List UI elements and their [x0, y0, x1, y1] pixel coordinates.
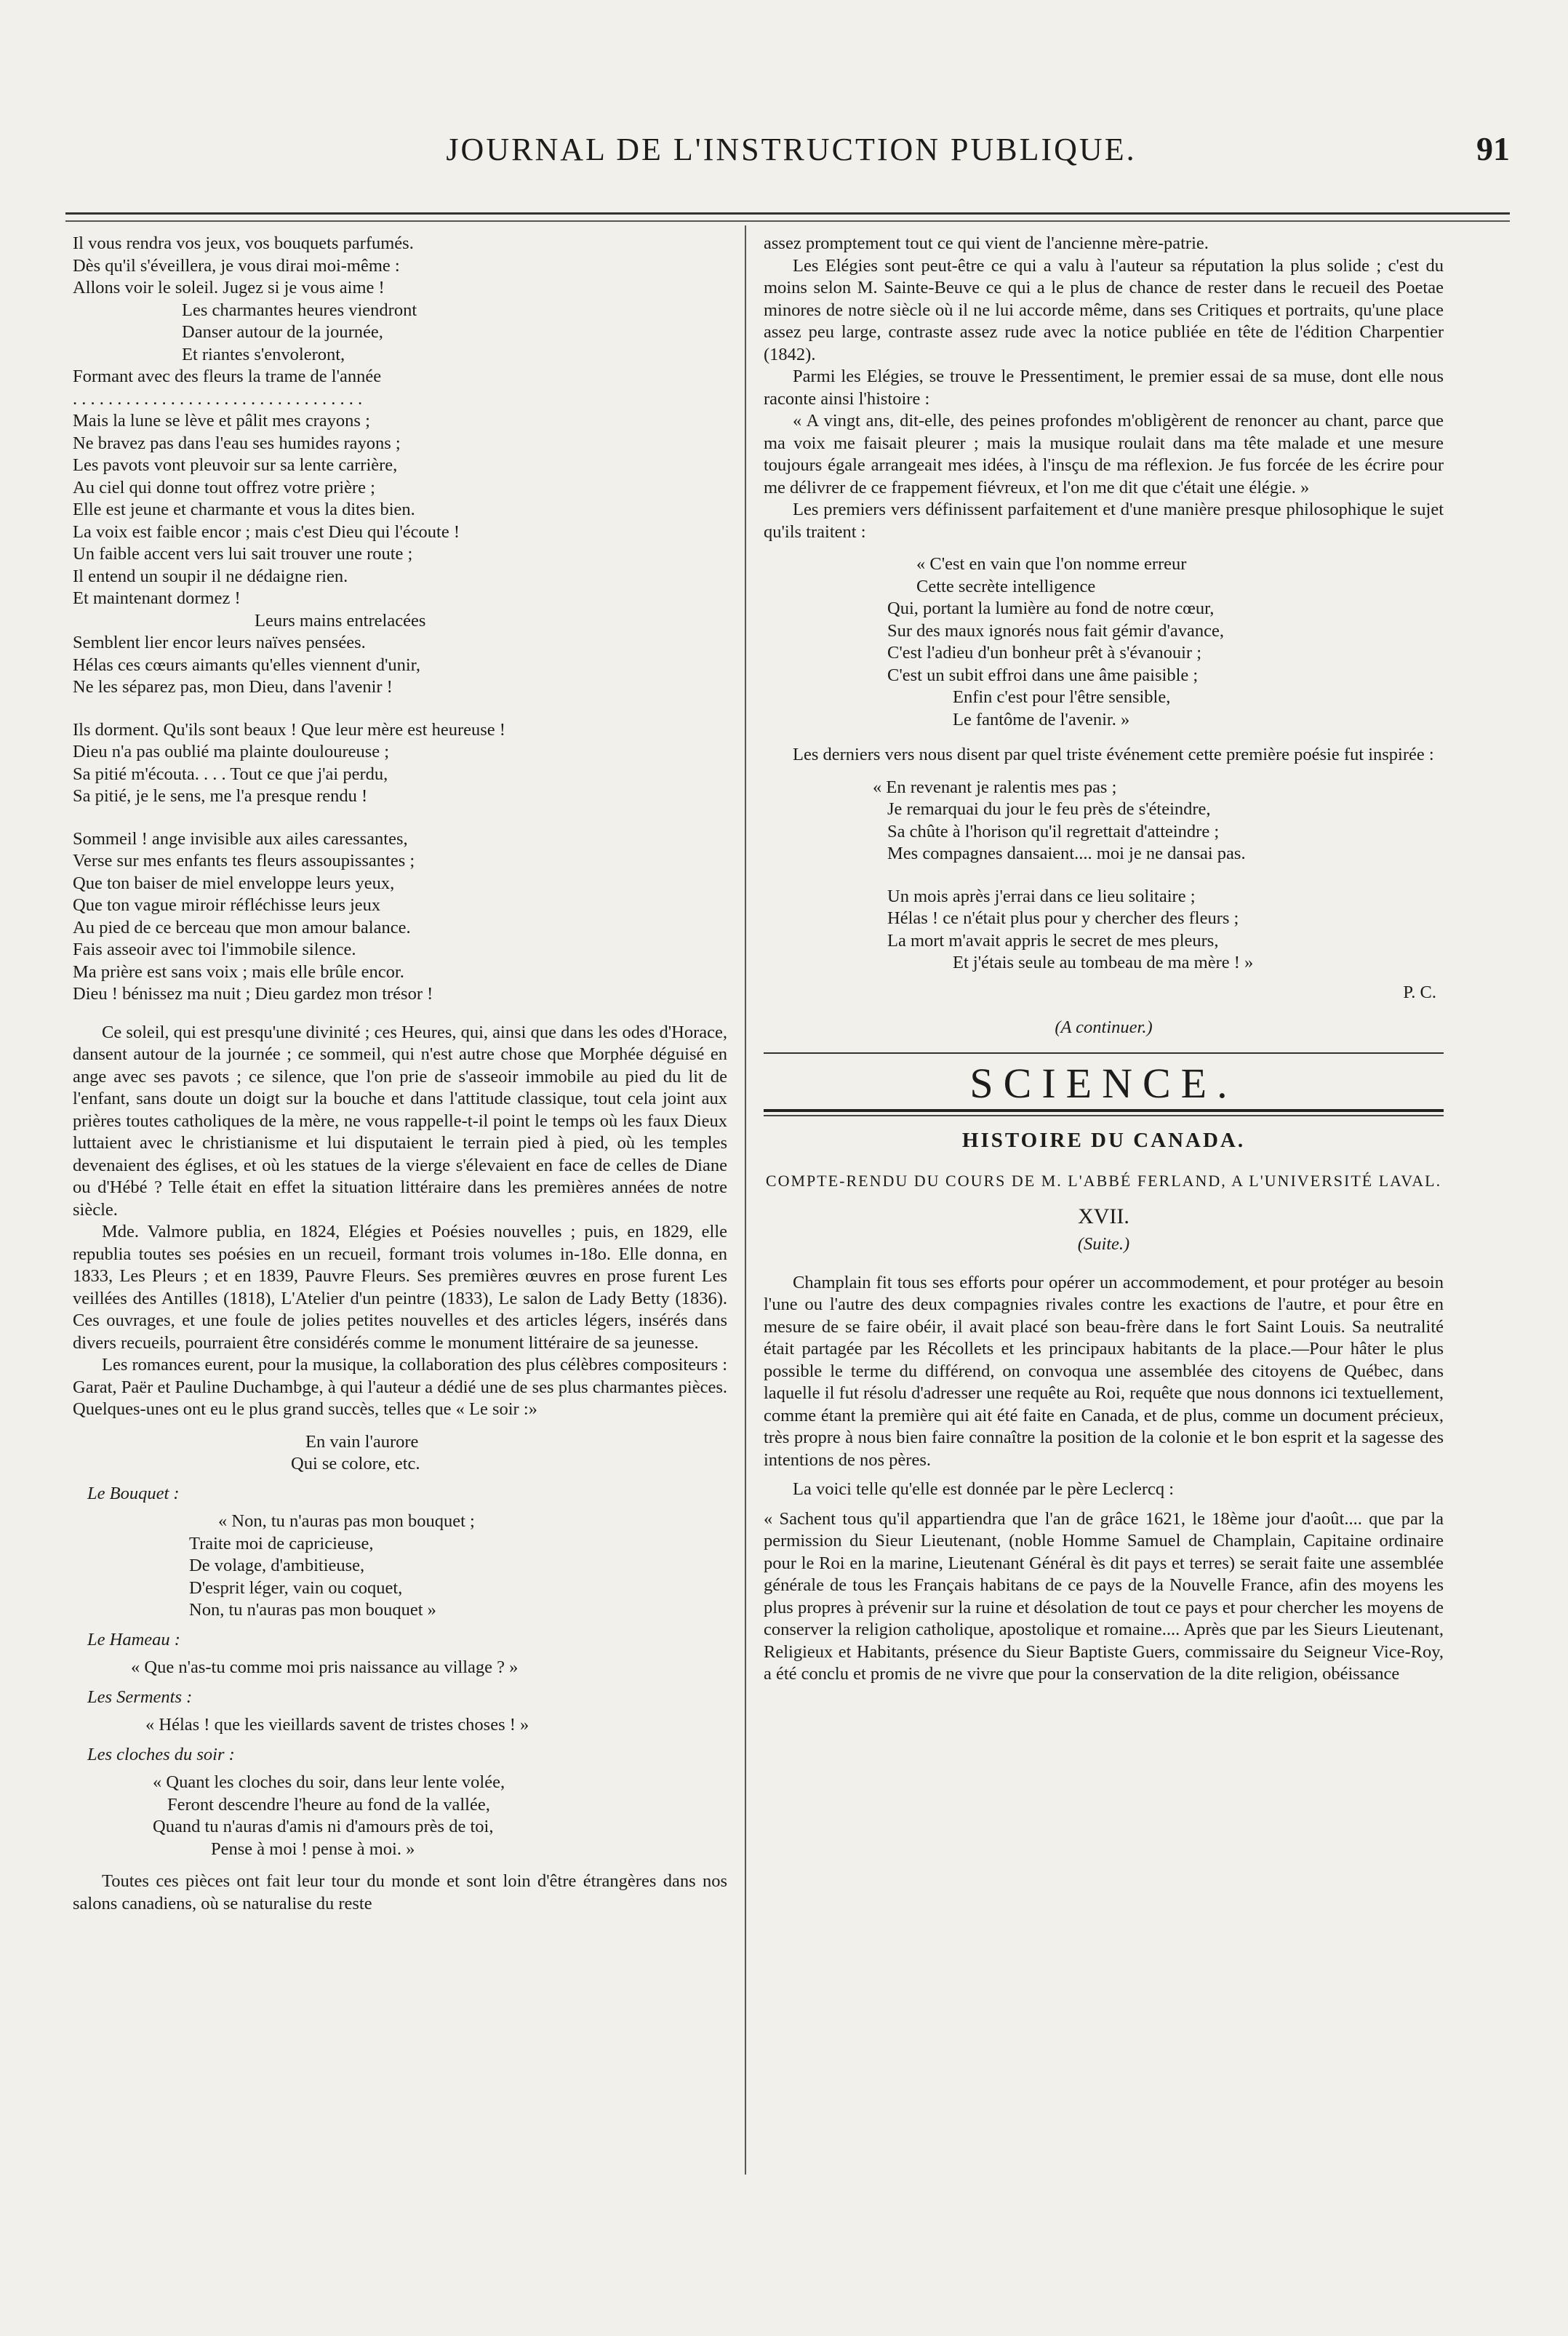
paragraph: Ce soleil, qui est presqu'une divinité ; ces Heures, qui, ainsi que dans les odes d'Horace, dansent autour de la journée ; ce sommeil, qui n'est autre chose que Morphée déguisé en ange avec ses pavots ; ce silence, que l'on prie de s'asseoir immobile au pied du lit de l'enfant, sans doute un doigt sur la bouche et dans l'attitude classique, tout cela joint aux prières toutes catholiques de la mère, ne vous rappelle-t-il point le temps où les faux Dieux luttaient avec le christianisme et lui disputaient le terrain pied à pied, où les temples devenaient des églises, et où les statues de la vierge s'élevaient en face de celles de Diane ou d'Hébé ? Telle était en effet la situation littéraire dans les premières années de notre siècle.	[73, 1022, 728, 1220]
paragraph: Parmi les Elégies, se trouve le Pressentiment, le premier essai de sa muse, dont elle nous raconte ainsi l'histoire :	[764, 367, 1444, 409]
paragraph: Mde. Valmore publia, en 1824, Elégies et Poésies nouvelles ; puis, en 1829, elle republia toutes ses poésies en un recueil, formant trois volumes in-18o. Elle donna, en 1833, Les Pleurs ; et en 1839, Pauvre Fleurs. Ses premières œuvres en prose furent Les veillées des Antilles (1818), L'Atelier d'un peintre (1833), Le salon de Lady Betty (1836). Ces ouvrages, et une foule de jolies petites nouvelles et des articles légers, insérés dans divers recueils, pourraient être considérés comme le monument littéraire de sa jeunesse.	[73, 1222, 727, 1353]
verse-line: Non, tu n'auras pas mon bouquet »	[189, 1600, 436, 1620]
verse-line: Semblent lier encor leurs naïves pensées.	[73, 633, 366, 652]
verse-line: Je remarquai du jour le feu près de s'éteindre,	[887, 799, 1211, 819]
section-heading: SCIENCE.	[969, 1059, 1238, 1107]
verse-line: Un faible accent vers lui sait trouver une route ;	[73, 544, 413, 564]
journal-title: JOURNAL DE L'INSTRUCTION PUBLIQUE.	[446, 132, 1137, 167]
verse-line: « Quant les cloches du soir, dans leur lente volée,	[153, 1772, 505, 1792]
verse-line: D'esprit léger, vain ou coquet,	[189, 1577, 403, 1598]
verse-line: Hélas ces cœurs aimants qu'elles viennent d'unir,	[73, 655, 420, 675]
verse-line: Sa pitié, je le sens, me l'a presque rendu !	[73, 786, 368, 806]
page-header	[65, 124, 1517, 182]
verse-line: « Que n'as-tu comme moi pris naissance au village ? »	[131, 1657, 519, 1677]
continuation-note: (A continuer.)	[1055, 1017, 1153, 1037]
paragraph: La voici telle qu'elle est donnée par le père Leclercq :	[793, 1479, 1175, 1499]
serments-label: Les Serments :	[87, 1687, 193, 1707]
verse-line: Hélas ! ce n'était plus pour y chercher des fleurs ;	[887, 908, 1239, 928]
verse-line: Il vous rendra vos jeux, vos bouquets parfumés.	[73, 233, 414, 253]
verse-line: Au pied de ce berceau que mon amour balance.	[73, 917, 411, 937]
article-title: HISTOIRE DU CANADA.	[961, 1129, 1246, 1152]
header-rule	[65, 212, 1510, 222]
signature: P. C.	[1403, 982, 1436, 1002]
verse-line: Ils dorment. Qu'ils sont beaux ! Que leur mère est heureuse !	[73, 719, 505, 740]
stanza-gap	[73, 808, 727, 828]
poem-sommeil	[73, 233, 727, 1006]
paragraph: Toutes ces pièces ont fait leur tour du monde et sont loin d'être étrangères dans nos salons canadiens, où se naturalise du reste	[73, 1871, 727, 1913]
verse-line: Sur des maux ignorés nous fait gémir d'avance,	[887, 620, 1224, 641]
chapter-number: XVII.	[1078, 1204, 1129, 1228]
verse-line: En vain l'aurore	[305, 1431, 419, 1452]
verse-line: Enfin c'est pour l'être sensible,	[953, 687, 1171, 707]
verse-line: Qui, portant la lumière au fond de notre cœur,	[887, 599, 1215, 618]
verse-line: « En revenant je ralentis mes pas ;	[873, 777, 1117, 797]
paragraph: Les premiers vers définissent parfaitement et d'une manière presque philosophique le sujet qu'ils traitent :	[764, 500, 1444, 542]
verse-line: Verse sur mes enfants tes fleurs assoupissantes ;	[73, 851, 415, 871]
verse-line: C'est un subit effroi dans une âme paisible ;	[887, 665, 1199, 685]
verse-line: Pense à moi ! pense à moi. »	[211, 1839, 415, 1859]
verse-line: Que ton baiser de miel enveloppe leurs yeux,	[73, 873, 395, 893]
poem-pressentiment	[764, 553, 1444, 731]
verse-line: Les pavots vont pleuvoir sur sa lente carrière,	[73, 455, 398, 475]
verse-line: Et j'étais seule au tombeau de ma mère ! »	[953, 953, 1254, 972]
verse-line: Danser autour de la journée,	[182, 322, 383, 342]
verse-line: Il entend un soupir il ne dédaigne rien.	[73, 566, 348, 586]
page-number: 91	[1476, 130, 1510, 167]
verse-line: Ma prière est sans voix ; mais elle brûle encor.	[73, 961, 404, 982]
column-divider	[745, 225, 746, 2175]
verse-line: Dieu n'a pas oublié ma plainte douloureuse ;	[73, 742, 390, 761]
paragraph: assez promptement tout ce qui vient de l'ancienne mère-patrie.	[764, 233, 1209, 253]
hameau-label: Le Hameau :	[87, 1629, 180, 1649]
suite-label: (Suite.)	[1077, 1234, 1130, 1254]
verse-line: « C'est en vain que l'on nomme erreur	[916, 554, 1187, 574]
verse-line: Sommeil ! ange invisible aux ailes caressantes,	[73, 828, 408, 849]
verse-line: Mes compagnes dansaient.... moi je ne dansai pas.	[887, 844, 1246, 863]
verse-line: Quand tu n'auras d'amis ni d'amours près de toi,	[153, 1817, 494, 1836]
verse-line: Le fantôme de l'avenir. »	[953, 709, 1130, 729]
verse-line: Leurs mains entrelacées	[255, 610, 426, 631]
verse-line: Et riantes s'envoleront,	[182, 344, 345, 364]
verse-line: « Hélas ! que les vieillards savent de tristes choses ! »	[145, 1715, 529, 1735]
paragraph: « A vingt ans, dit-elle, des peines profondes m'obligèrent de renoncer au chant, parce que ma voix me faisait pleurer ; mais la musique roulait dans ma tête malade et une mesure toujours égale arrangeait mes idées, à l'insçu de ma réflexion. Je fus forcée de les écrire pour me délivrer de ce frappement fiévreux, et l'on me dit que c'était une élégie. »	[764, 411, 1444, 497]
paragraph: Les Elégies sont peut-être ce qui a valu à l'auteur sa réputation la plus solide ; c'est du moins selon M. Sainte-Beuve ce qui a le plus de chance de rester dans le recueil des Poetae minores de notre siècle où il ne lui accorde même, dans ses Critiques et portraits, qu'une place assez peu large, contraste assez rude avec la notice publiée en tête de l'édition Charpentier (1842).	[764, 255, 1444, 364]
paragraph: Les derniers vers nous disent par quel triste événement cette première poésie fut inspirée :	[793, 745, 1434, 764]
verse-line: De volage, d'ambitieuse,	[189, 1556, 365, 1575]
verse-line: Feront descendre l'heure au fond de la vallée,	[167, 1794, 490, 1815]
verse-line: « Non, tu n'auras pas mon bouquet ;	[218, 1511, 475, 1531]
paragraph: Les romances eurent, pour la musique, la collaboration des plus célèbres compositeurs : Garat, Paër et Pauline Duchambge, à qui l'auteur a dédié une de ses plus charmantes pièces. Quelques-unes ont eu le plus grand succès, telles que « Le soir :»	[73, 1355, 727, 1419]
cloches-label: Les cloches du soir :	[87, 1744, 235, 1764]
article-subtitle: COMPTE-RENDU DU COURS DE M. L'ABBÉ FERLAND, A L'UNIVERSITÉ LAVAL.	[765, 1171, 1442, 1190]
verse-line: Sa chûte à l'horison qu'il regrettait d'atteindre ;	[887, 821, 1220, 841]
verse-line: Dieu ! bénissez ma nuit ; Dieu gardez mon trésor !	[73, 984, 433, 1004]
verse-line: Allons voir le soleil. Jugez si je vous aime !	[73, 278, 385, 297]
right-column	[764, 233, 1444, 1686]
verse-line: Dès qu'il s'éveillera, je vous dirai moi-même :	[73, 255, 400, 276]
verse-line: Au ciel qui donne tout offrez votre prière ;	[73, 477, 375, 497]
stanza-gap	[764, 865, 1444, 886]
verse-line: Mais la lune se lève et pâlit mes crayons ;	[73, 411, 370, 431]
verse-line: La voix est faible encor ; mais c'est Dieu qui l'écoute !	[73, 521, 460, 542]
verse-line: La mort m'avait appris le secret de mes pleurs,	[887, 930, 1219, 951]
verse-line: C'est l'adieu d'un bonheur prêt à s'évanouir ;	[887, 643, 1202, 663]
verse-line: Ne les séparez pas, mon Dieu, dans l'avenir !	[73, 677, 393, 697]
poem-conclusion	[764, 777, 1444, 975]
verse-line: Et maintenant dormez !	[73, 588, 241, 608]
paragraph: Champlain fit tous ses efforts pour opérer un accommodement, et pour protéger au besoin l'une ou l'autre des deux compagnies rivales contre les exactions de l'autre, et pour être en mesure de se faire obéir, il avait placé son beau-frère dans le fort Saint Louis. Sa neutralité était partagée par les Récollets et les principaux habitants de la place.—Pour hâter le plus possible le terme du différend, on convoqua une assemblée des citoyens de Québec, dans laquelle il fut résolu d'adresser une requête au Roi, requête que nous donnons ici textuellement, comme étant la première qui ait été faite en Canada, et de plus, comme un document précieux, très propre à nous bien faire connaître la position de la colonie et le bon esprit et la sagesse des intentions de nos pères.	[764, 1272, 1444, 1470]
left-column	[73, 233, 727, 1915]
section-rule-thick	[764, 1109, 1444, 1116]
verse-line: Sa pitié m'écouta. . . . Tout ce que j'ai perdu,	[73, 764, 388, 784]
verse-line: Qui se colore, etc.	[291, 1454, 420, 1473]
verse-line: Un mois après j'errai dans ce lieu solitaire ;	[887, 886, 1196, 906]
document-quote: « Sachent tous qu'il appartiendra que l'an de grâce 1621, le 18ème jour d'août.... que par la permission du Sieur Lieutenant, (noble Homme Samuel de Champlain, Capitaine ordinaire pour le Roi en la marine, Lieutenant Général ès dit pays et terres) se serait faite une assemblée générale de tous les Français habitans de ce pays de la Nouvelle France, afin des moyens les plus propres à prévenir sur la ruine et désolation de tout ce pays et pour chercher les moyens de conserver la religion catholique, apostolique et romaine.... Après que par les Sieurs Lieutenant, Religieux et Habitants, présence du Sieur Baptiste Guers, commissaire du Seigneur Vice-Roy, a été conclu et promis de ne vivre que pour la conservation de la dite religion, obéissance	[764, 1508, 1444, 1684]
verse-line: Que ton vague miroir réfléchisse leurs jeux	[73, 895, 381, 915]
verse-line: Formant avec des fleurs la trame de l'année	[73, 367, 382, 386]
poem-cloches	[73, 1772, 727, 1860]
bouquet-label: Le Bouquet :	[87, 1483, 180, 1503]
verse-line: . . . . . . . . . . . . . . . . . . . . . . . . . . . . . . . . .	[73, 388, 363, 409]
section-rule	[764, 1052, 1444, 1054]
verse-line: Elle est jeune et charmante et vous la dites bien.	[73, 500, 415, 519]
verse-line: Cette secrète intelligence	[916, 576, 1096, 596]
verse-line: Fais asseoir avec toi l'immobile silence.	[73, 940, 356, 959]
verse-line: Ne bravez pas dans l'eau ses humides rayons ;	[73, 433, 401, 453]
verse-line: Les charmantes heures viendront	[182, 300, 417, 320]
poem-bouquet	[73, 1511, 727, 1622]
verse-line: Traite moi de capricieuse,	[189, 1533, 374, 1553]
stanza-gap	[73, 699, 727, 719]
